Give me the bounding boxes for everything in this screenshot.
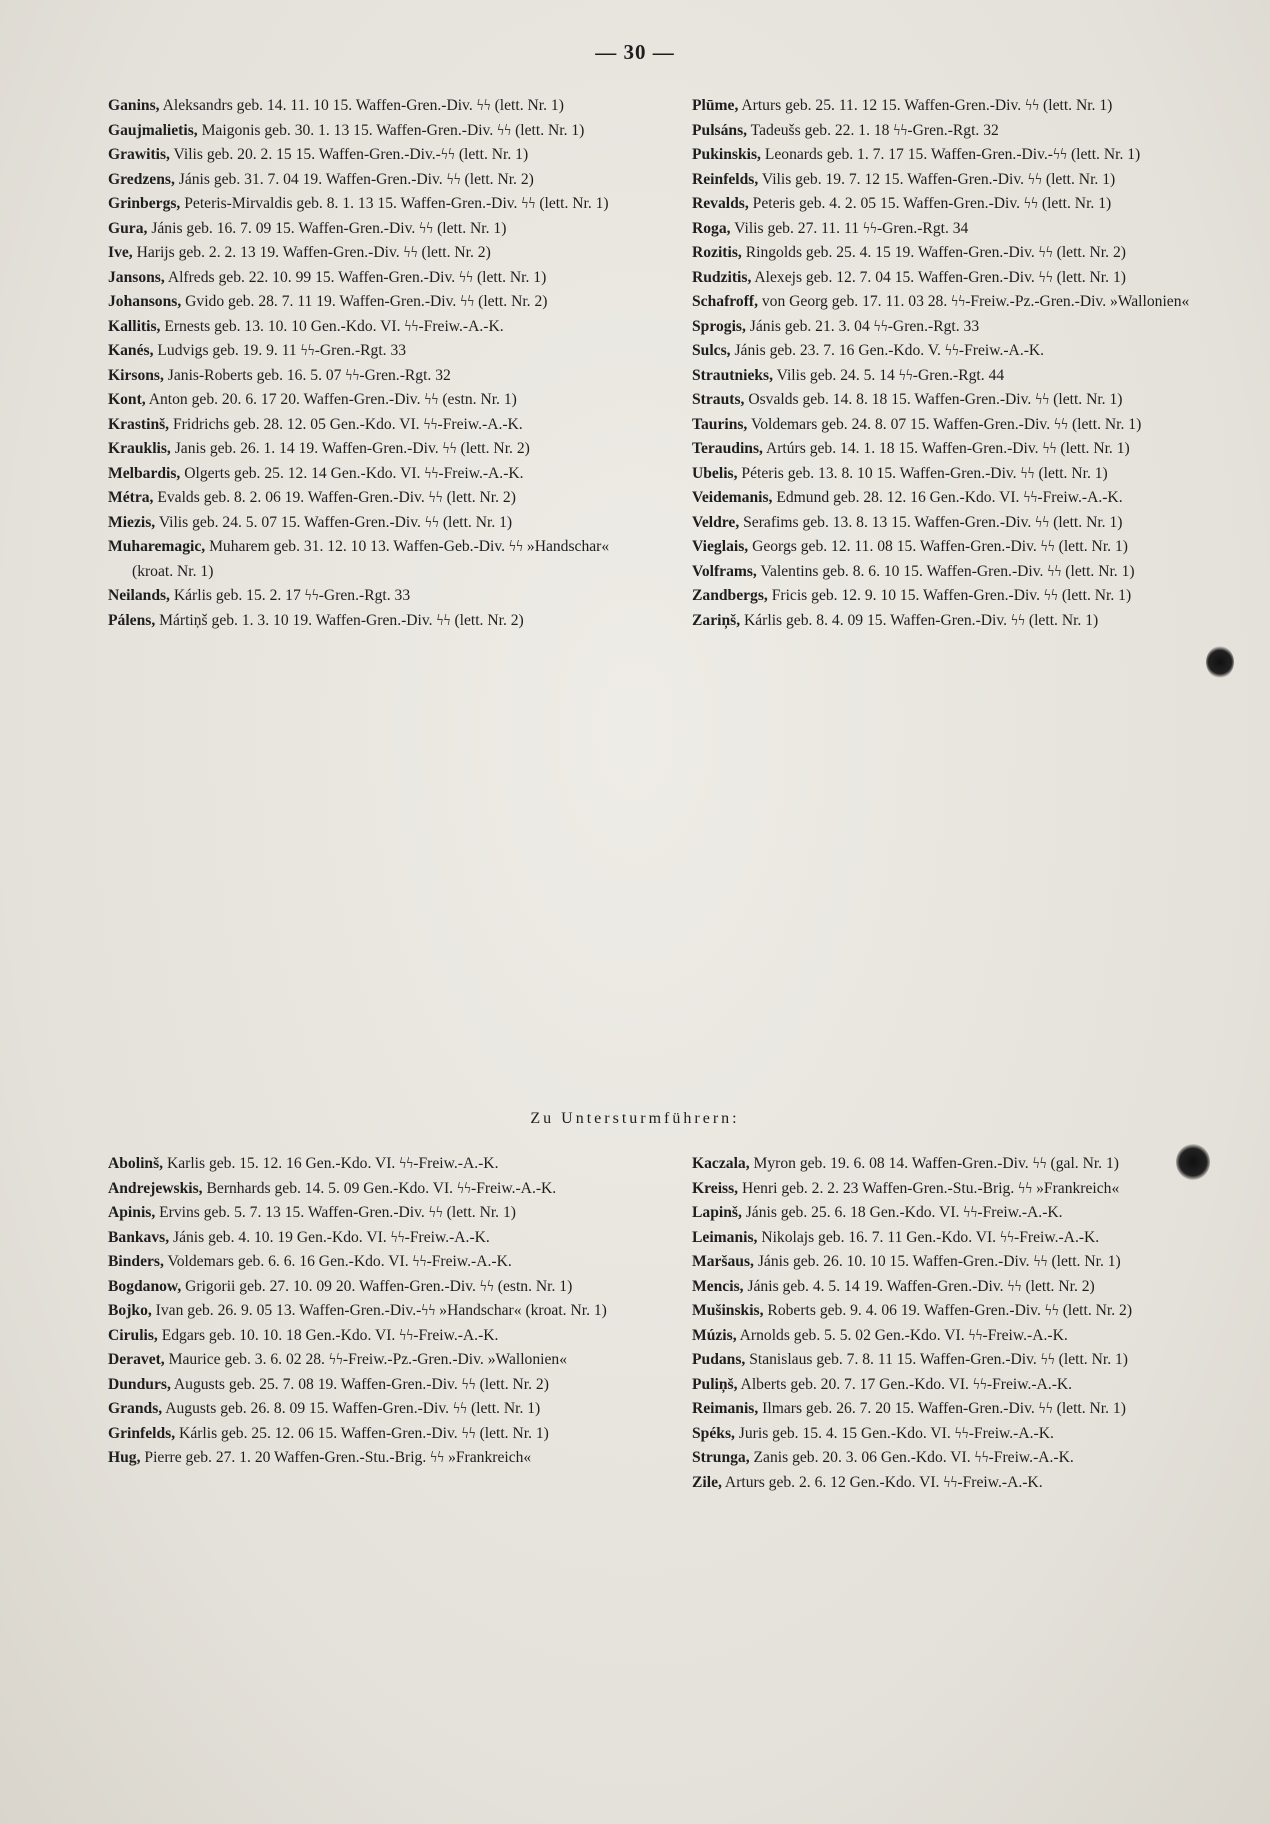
entry-details: Augusts geb. 26. 8. 09 15. Waffen-Gren.-Div. ϟϟ (lett. Nr. 1) [162,1400,541,1417]
list-item [692,1250,1222,1275]
entry-details: Henri geb. 2. 2. 23 Waffen-Gren.-Stu.-Brig. ϟϟ »Frankreich« [738,1179,1120,1197]
entry-details: Edmund geb. 28. 12. 16 Gen.-Kdo. VI. ϟϟ-Freiw.-A.-K. [772,489,1123,506]
entry-name: Zandbergs, [692,587,768,604]
entry-name: Kanés, [108,342,154,359]
list-item [108,241,648,266]
list-item [108,584,648,609]
list-item [692,462,1222,487]
entry-details: Jánis geb. 23. 7. 16 Gen.-Kdo. V. ϟϟ-Freiw.-A.-K. [730,342,1045,359]
entry-details: Evalds geb. 8. 2. 06 19. Waffen-Gren.-Div. ϟϟ (lett. Nr. 2) [153,489,516,506]
entry-name: Métra, [108,489,154,506]
entry-name: Andrejewskis, [108,1179,203,1197]
list-item [692,143,1222,168]
entry-details: Peteris geb. 4. 2. 05 15. Waffen-Gren.-Div. ϟϟ (lett. Nr. 1) [748,195,1112,212]
list-item [108,143,648,168]
page-number: — 30 — [595,40,675,64]
entry-name: Strautnieks, [692,366,774,384]
entry-details: Vilis geb. 24. 5. 14 ϟϟ-Gren.-Rgt. 44 [773,366,1005,384]
entry-name: Spéks, [692,1424,735,1442]
list-item [692,388,1222,413]
entry-details: von Georg geb. 17. 11. 03 28. ϟϟ-Freiw.-Pz.-Gren.-Div. »Wallonien« [757,293,1190,310]
entry-name: Johansons, [108,293,182,310]
list-item [108,1177,648,1202]
entry-name: Strunga, [692,1449,750,1466]
entry-name: Ubelis, [692,464,738,482]
entry-details: Muharem geb. 31. 12. 10 13. Waffen-Geb.-Div. ϟϟ »Handschar« (kroat. Nr. 1) [132,538,610,580]
list-item [108,192,648,217]
entry-details: Vilis geb. 19. 7. 12 15. Waffen-Gren.-Div. ϟϟ (lett. Nr. 1) [758,170,1116,188]
list-item [108,119,648,144]
list-item [108,1397,648,1422]
list-item [692,1275,1222,1300]
entry-name: Múzis, [692,1326,737,1344]
entry-name: Muharemagic, [108,538,206,555]
entry-name: Strauts, [692,391,745,408]
column-top-right [692,94,1222,633]
list-item [692,1397,1222,1422]
list-item [692,1446,1222,1471]
list-item [692,1422,1222,1447]
entry-details: Jánis geb. 4. 10. 19 Gen.-Kdo. VI. ϟϟ-Freiw.-A.-K. [169,1228,490,1246]
entry-details: Myron geb. 19. 6. 08 14. Waffen-Gren.-Div. ϟϟ (gal. Nr. 1) [749,1155,1119,1172]
list-item [108,1226,648,1251]
entry-name: Krauklis, [108,440,171,457]
entry-name: Kreiss, [692,1179,739,1197]
entry-details: Ilmars geb. 26. 7. 20 15. Waffen-Gren.-Div. ϟϟ (lett. Nr. 1) [758,1400,1126,1417]
list-item [692,315,1222,340]
entry-details: Alberts geb. 20. 7. 17 Gen.-Kdo. VI. ϟϟ-Freiw.-A.-K. [737,1375,1073,1393]
entry-details: Osvalds geb. 14. 8. 18 15. Waffen-Gren.-Div. ϟϟ (lett. Nr. 1) [744,391,1123,408]
entry-details: Vilis geb. 27. 11. 11 ϟϟ-Gren.-Rgt. 34 [730,219,969,237]
list-item [692,1152,1222,1177]
list-item [692,1373,1222,1398]
entry-name: Dundurs, [108,1375,171,1393]
list-item [692,241,1222,266]
list-item [692,437,1222,462]
entry-details: Valentins geb. 8. 6. 10 15. Waffen-Gren.-Div. ϟϟ (lett. Nr. 1) [756,562,1135,580]
entry-details: Arturs geb. 2. 6. 12 Gen.-Kdo. VI. ϟϟ-Freiw.-A.-K. [721,1473,1043,1491]
list-item [692,1299,1222,1324]
entry-details: Georgs geb. 12. 11. 08 15. Waffen-Gren.-Div. ϟϟ (lett. Nr. 1) [748,538,1128,555]
entry-name: Grinfelds, [108,1424,176,1442]
entry-details: Alfreds geb. 22. 10. 99 15. Waffen-Gren.-Div. ϟϟ (lett. Nr. 1) [164,268,547,286]
entry-details: Fridrichs geb. 28. 12. 05 Gen.-Kdo. VI. ϟϟ-Freiw.-A.-K. [169,415,523,433]
entry-details: Olgerts geb. 25. 12. 14 Gen.-Kdo. VI. ϟϟ-Freiw.-A.-K. [180,464,524,482]
list-item [108,168,648,193]
entry-name: Deravet, [108,1351,165,1368]
entry-details: Pierre geb. 27. 1. 20 Waffen-Gren.-Stu.-Brig. ϟϟ »Frankreich« [140,1449,532,1466]
entry-name: Maršaus, [692,1253,754,1270]
list-item [692,1471,1222,1496]
entry-name: Kont, [108,391,146,408]
entry-details: Juris geb. 15. 4. 15 Gen.-Kdo. VI. ϟϟ-Freiw.-A.-K. [734,1424,1054,1442]
entry-details: Stanislaus geb. 7. 8. 11 15. Waffen-Gren.-Div. ϟϟ (lett. Nr. 1) [745,1351,1128,1368]
entry-name: Reimanis, [692,1400,759,1417]
entry-details: Mártiņš geb. 1. 3. 10 19. Waffen-Gren.-Div. ϟϟ (lett. Nr. 2) [155,611,524,629]
entry-name: Gredzens, [108,170,175,188]
list-item [692,511,1222,536]
entry-details: Tadeušs geb. 22. 1. 18 ϟϟ-Gren.-Rgt. 32 [747,121,999,139]
entry-name: Kallitis, [108,317,161,335]
list-item [108,94,648,119]
entry-name: Kaczala, [692,1155,750,1172]
list-item [692,1201,1222,1226]
entry-name: Pukinskis, [692,146,761,163]
entry-name: Cirulis, [108,1326,158,1344]
list-item [108,535,648,584]
list-item [108,1324,648,1349]
list-item [108,1299,648,1324]
list-item [108,511,648,536]
entry-details: Kárlis geb. 8. 4. 09 15. Waffen-Gren.-Div. ϟϟ (lett. Nr. 1) [740,611,1099,629]
list-item [108,364,648,389]
list-item [108,388,648,413]
entry-details: Edgars geb. 10. 10. 18 Gen.-Kdo. VI. ϟϟ-Freiw.-A.-K. [157,1326,499,1344]
list-item [692,535,1222,560]
list-item [108,609,648,634]
list-item [108,290,648,315]
entry-details: Voldemars geb. 24. 8. 07 15. Waffen-Gren.-Div. ϟϟ (lett. Nr. 1) [747,415,1142,433]
list-item [108,486,648,511]
list-item [692,413,1222,438]
entry-name: Abolinš, [108,1155,164,1172]
entry-name: Veidemanis, [692,489,773,506]
entry-name: Jansons, [108,268,165,286]
entry-name: Reinfelds, [692,170,759,188]
entry-details: Jánis geb. 25. 6. 18 Gen.-Kdo. VI. ϟϟ-Freiw.-A.-K. [741,1204,1063,1221]
entry-name: Bogdanow, [108,1277,182,1295]
list-item [108,1348,648,1373]
entry-name: Melbardis, [108,464,181,482]
list-item [108,1152,648,1177]
entry-name: Taurins, [692,415,748,433]
entry-details: Maigonis geb. 30. 1. 13 15. Waffen-Gren.-Div. ϟϟ (lett. Nr. 1) [197,121,585,139]
entry-name: Lapinš, [692,1204,742,1221]
entry-name: Zile, [692,1473,722,1491]
entry-details: Aleksandrs geb. 14. 11. 10 15. Waffen-Gren.-Div. ϟϟ (lett. Nr. 1) [159,97,564,114]
list-item [692,486,1222,511]
list-item [692,364,1222,389]
entry-name: Vieglais, [692,538,749,555]
entry-name: Mencis, [692,1277,744,1295]
list-item [692,584,1222,609]
section-heading: Zu Untersturmführern: [530,1110,740,1127]
entry-details: Ringolds geb. 25. 4. 15 19. Waffen-Gren.-Div. ϟϟ (lett. Nr. 2) [741,244,1126,261]
list-item [692,609,1222,634]
entry-name: Binders, [108,1253,164,1270]
entry-name: Gura, [108,219,148,237]
entry-name: Grinbergs, [108,195,181,212]
entry-name: Hug, [108,1449,141,1466]
entry-name: Neilands, [108,587,170,604]
entry-details: Arnolds geb. 5. 5. 02 Gen.-Kdo. VI. ϟϟ-Freiw.-A.-K. [736,1326,1068,1344]
entry-details: Ivan geb. 26. 9. 05 13. Waffen-Gren.-Div.-ϟϟ »Handschar« (kroat. Nr. 1) [151,1302,607,1319]
list-item [692,560,1222,585]
list-item [692,339,1222,364]
list-item [108,1446,648,1471]
list-item [108,217,648,242]
list-item [692,290,1222,315]
entry-details: Ervins geb. 5. 7. 13 15. Waffen-Gren.-Div. ϟϟ (lett. Nr. 1) [155,1204,516,1221]
entry-details: Jánis geb. 16. 7. 09 15. Waffen-Gren.-Div. ϟϟ (lett. Nr. 1) [147,219,507,237]
entry-name: Revalds, [692,195,749,212]
entry-name: Bankavs, [108,1228,170,1246]
ink-blot [1206,646,1234,678]
entry-name: Apinis, [108,1204,156,1221]
entry-name: Schafroff, [692,293,758,310]
entry-name: Veldre, [692,513,740,531]
entry-name: Mušinskis, [692,1302,764,1319]
entry-details: Maurice geb. 3. 6. 02 28. ϟϟ-Freiw.-Pz.-Gren.-Div. »Wallonien« [164,1351,567,1368]
entry-name: Pudans, [692,1351,746,1368]
list-item [692,1177,1222,1202]
list-item [692,94,1222,119]
entry-name: Pálens, [108,611,156,629]
entry-details: Grigorii geb. 27. 10. 09 20. Waffen-Gren.-Div. ϟϟ (estn. Nr. 1) [181,1277,573,1295]
entry-name: Roga, [692,219,731,237]
entry-details: Zanis geb. 20. 3. 06 Gen.-Kdo. VI. ϟϟ-Freiw.-A.-K. [749,1449,1074,1466]
column-top-left [108,94,648,633]
entry-details: Arturs geb. 25. 11. 12 15. Waffen-Gren.-Div. ϟϟ (lett. Nr. 1) [738,97,1113,114]
list-item [108,1201,648,1226]
entry-name: Sprogis, [692,317,746,335]
entry-details: Janis geb. 26. 1. 14 19. Waffen-Gren.-Div. ϟϟ (lett. Nr. 2) [170,440,530,457]
entry-details: Gvido geb. 28. 7. 11 19. Waffen-Gren.-Div. ϟϟ (lett. Nr. 2) [181,293,548,310]
entry-name: Gaujmalietis, [108,121,198,139]
entry-name: Teraudins, [692,440,763,457]
entry-name: Volframs, [692,562,757,580]
list-item [108,266,648,291]
list-item [108,1373,648,1398]
ink-blot [1176,1144,1210,1180]
column-bottom-right [692,1152,1222,1495]
entry-name: Grands, [108,1400,163,1417]
entry-details: Karlis geb. 15. 12. 16 Gen.-Kdo. VI. ϟϟ-Freiw.-A.-K. [163,1155,499,1172]
entry-details: Leonards geb. 1. 7. 17 15. Waffen-Gren.-Div.-ϟϟ (lett. Nr. 1) [760,146,1141,163]
list-item [692,1348,1222,1373]
list-item [108,1250,648,1275]
entry-details: Voldemars geb. 6. 6. 16 Gen.-Kdo. VI. ϟϟ-Freiw.-A.-K. [163,1253,512,1270]
entry-details: Anton geb. 20. 6. 17 20. Waffen-Gren.-Div. ϟϟ (estn. Nr. 1) [145,391,517,408]
entry-details: Augusts geb. 25. 7. 08 19. Waffen-Gren.-Div. ϟϟ (lett. Nr. 2) [170,1375,549,1393]
entry-details: Péteris geb. 13. 8. 10 15. Waffen-Gren.-Div. ϟϟ (lett. Nr. 1) [737,464,1108,482]
entry-details: Kárlis geb. 15. 2. 17 ϟϟ-Gren.-Rgt. 33 [169,587,411,604]
entry-details: Fricis geb. 12. 9. 10 15. Waffen-Gren.-Div. ϟϟ (lett. Nr. 1) [767,587,1132,604]
entry-details: Jánis geb. 4. 5. 14 19. Waffen-Gren.-Div. ϟϟ (lett. Nr. 2) [743,1277,1095,1295]
entry-name: Ive, [108,244,133,261]
entry-name: Krastinš, [108,415,170,433]
entry-name: Zariņš, [692,611,741,629]
entry-details: Ludvigs geb. 19. 9. 11 ϟϟ-Gren.-Rgt. 33 [153,342,407,359]
list-item [108,339,648,364]
entry-name: Kirsons, [108,366,164,384]
entry-name: Pulsáns, [692,121,748,139]
list-item [108,1275,648,1300]
entry-details: Roberts geb. 9. 4. 06 19. Waffen-Gren.-Div. ϟϟ (lett. Nr. 2) [763,1302,1133,1319]
list-item [692,1226,1222,1251]
entry-details: Nikolajs geb. 16. 7. 11 Gen.-Kdo. VI. ϟϟ-Freiw.-A.-K. [757,1228,1100,1246]
list-item [108,462,648,487]
entry-details: Serafims geb. 13. 8. 13 15. Waffen-Gren.-Div. ϟϟ (lett. Nr. 1) [739,513,1123,531]
entry-details: Artúrs geb. 14. 1. 18 15. Waffen-Gren.-Div. ϟϟ (lett. Nr. 1) [762,440,1130,457]
entry-details: Peteris-Mirvaldis geb. 8. 1. 13 15. Waffen-Gren.-Div. ϟϟ (lett. Nr. 1) [180,195,609,212]
entry-name: Rudzitis, [692,268,752,286]
entry-name: Rozitis, [692,244,742,261]
entry-details: Bernhards geb. 14. 5. 09 Gen.-Kdo. VI. ϟϟ-Freiw.-A.-K. [202,1179,557,1197]
list-item [108,437,648,462]
entry-name: Grawitis, [108,146,170,163]
entry-name: Sulcs, [692,342,731,359]
list-item [692,119,1222,144]
column-bottom-left [108,1152,648,1471]
list-item [692,217,1222,242]
list-item [692,168,1222,193]
entry-details: Vilis geb. 20. 2. 15 15. Waffen-Gren.-Div.-ϟϟ (lett. Nr. 1) [169,146,529,163]
list-item [108,315,648,340]
entry-details: Janis-Roberts geb. 16. 5. 07 ϟϟ-Gren.-Rgt. 32 [163,366,451,384]
entry-details: Vilis geb. 24. 5. 07 15. Waffen-Gren.-Div. ϟϟ (lett. Nr. 1) [155,513,513,531]
entry-details: Kárlis geb. 25. 12. 06 15. Waffen-Gren.-Div. ϟϟ (lett. Nr. 1) [175,1424,549,1442]
entry-details: Jánis geb. 31. 7. 04 19. Waffen-Gren.-Div. ϟϟ (lett. Nr. 2) [174,170,534,188]
list-item [692,1324,1222,1349]
entry-name: Miezis, [108,513,156,531]
list-item [108,1422,648,1447]
list-item [108,413,648,438]
entry-details: Alexejs geb. 12. 7. 04 15. Waffen-Gren.-Div. ϟϟ (lett. Nr. 1) [751,268,1126,286]
entry-name: Puliņš, [692,1375,738,1393]
entry-details: Harijs geb. 2. 2. 13 19. Waffen-Gren.-Div. ϟϟ (lett. Nr. 2) [132,244,491,261]
list-item [692,192,1222,217]
entry-name: Leimanis, [692,1228,758,1246]
entry-details: Ernests geb. 13. 10. 10 Gen.-Kdo. VI. ϟϟ-Freiw.-A.-K. [160,317,504,335]
entry-details: Jánis geb. 26. 10. 10 15. Waffen-Gren.-Div. ϟϟ (lett. Nr. 1) [753,1253,1121,1270]
entry-details: Jánis geb. 21. 3. 04 ϟϟ-Gren.-Rgt. 33 [745,317,980,335]
entry-name: Ganins, [108,97,160,114]
entry-name: Plūme, [692,97,739,114]
list-item [692,266,1222,291]
entry-name: Bojko, [108,1302,152,1319]
